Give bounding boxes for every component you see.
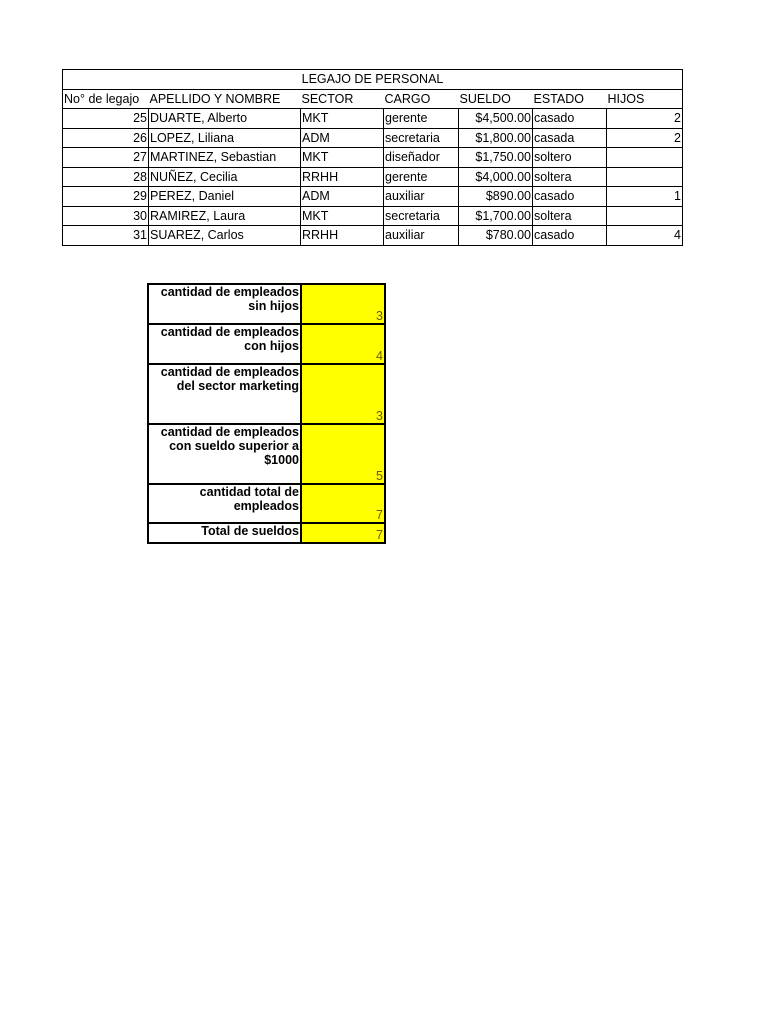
summary-row-con-hijos (148, 324, 385, 364)
summary-label-line: cantidad total de (199, 485, 299, 499)
summary-value-sin-hijos[interactable]: 3 (301, 284, 385, 324)
cell-nombre[interactable]: LOPEZ, Liliana (149, 128, 301, 148)
cell-sueldo[interactable]: $4,000.00 (459, 167, 533, 187)
summary-label-con-hijos[interactable] (148, 324, 301, 364)
cell-sector[interactable]: MKT (301, 109, 384, 129)
header-estado[interactable]: ESTADO (533, 89, 607, 109)
cell-cargo[interactable]: gerente (384, 167, 459, 187)
cell-nombre[interactable]: DUARTE, Alberto (149, 109, 301, 129)
cell-hijos[interactable] (607, 148, 683, 168)
cell-sueldo[interactable]: $4,500.00 (459, 109, 533, 129)
cell-nombre[interactable]: NUÑEZ, Cecilia (149, 167, 301, 187)
cell-sector[interactable]: MKT (301, 206, 384, 226)
cell-estado[interactable]: casado (533, 226, 607, 246)
cell-hijos[interactable]: 4 (607, 226, 683, 246)
summary-row-sin-hijos (148, 284, 385, 324)
cell-sueldo[interactable]: $780.00 (459, 226, 533, 246)
cell-sector[interactable]: ADM (301, 128, 384, 148)
cell-legajo[interactable]: 31 (63, 226, 149, 246)
summary-label-sueldo-superior[interactable] (148, 424, 301, 484)
cell-estado[interactable]: soltera (533, 206, 607, 226)
legajo-table (62, 69, 683, 246)
cell-hijos[interactable]: 1 (607, 187, 683, 207)
summary-value-marketing[interactable]: 3 (301, 364, 385, 424)
cell-hijos[interactable] (607, 167, 683, 187)
summary-label-line: cantidad de empleados (160, 285, 299, 299)
summary-label-line: empleados (233, 499, 299, 513)
cell-estado[interactable]: soltero (533, 148, 607, 168)
cell-cargo[interactable]: secretaria (384, 128, 459, 148)
table-row (63, 226, 683, 246)
cell-legajo[interactable]: 26 (63, 128, 149, 148)
cell-hijos[interactable] (607, 206, 683, 226)
cell-legajo[interactable]: 25 (63, 109, 149, 129)
table-row (63, 206, 683, 226)
header-nombre[interactable]: APELLIDO Y NOMBRE (149, 89, 301, 109)
cell-sector[interactable]: RRHH (301, 226, 384, 246)
summary-label-line: sin hijos (248, 299, 299, 313)
summary-label-line: Total de sueldos (201, 524, 299, 538)
cell-estado[interactable]: casado (533, 109, 607, 129)
summary-value-total-empleados[interactable]: 7 (301, 484, 385, 523)
summary-row-total-empleados (148, 484, 385, 523)
cell-sueldo[interactable]: $1,750.00 (459, 148, 533, 168)
cell-cargo[interactable]: gerente (384, 109, 459, 129)
cell-nombre[interactable]: MARTINEZ, Sebastian (149, 148, 301, 168)
cell-estado[interactable]: casada (533, 128, 607, 148)
cell-cargo[interactable]: auxiliar (384, 226, 459, 246)
summary-label-total-empleados[interactable] (148, 484, 301, 523)
header-cargo[interactable]: CARGO (384, 89, 459, 109)
cell-estado[interactable]: casado (533, 187, 607, 207)
cell-hijos[interactable]: 2 (607, 128, 683, 148)
summary-label-sin-hijos[interactable] (148, 284, 301, 324)
header-row (63, 89, 683, 109)
cell-hijos[interactable]: 2 (607, 109, 683, 129)
header-sector[interactable]: SECTOR (301, 89, 384, 109)
cell-nombre[interactable]: PEREZ, Daniel (149, 187, 301, 207)
cell-legajo[interactable]: 30 (63, 206, 149, 226)
cell-sueldo[interactable]: $1,800.00 (459, 128, 533, 148)
summary-label-marketing[interactable] (148, 364, 301, 424)
summary-label-line: cantidad de empleados (160, 365, 299, 379)
summary-row-marketing (148, 364, 385, 424)
summary-value-total-sueldos[interactable]: 7 (301, 523, 385, 543)
cell-cargo[interactable]: diseñador (384, 148, 459, 168)
table-row (63, 109, 683, 129)
header-sueldo[interactable]: SUELDO (459, 89, 533, 109)
summary-value-sueldo-superior[interactable]: 5 (301, 424, 385, 484)
summary-table (147, 283, 386, 544)
cell-nombre[interactable]: SUAREZ, Carlos (149, 226, 301, 246)
cell-sector[interactable]: MKT (301, 148, 384, 168)
cell-cargo[interactable]: auxiliar (384, 187, 459, 207)
table-row (63, 128, 683, 148)
summary-label-total-sueldos[interactable] (148, 523, 301, 543)
cell-sector[interactable]: RRHH (301, 167, 384, 187)
cell-legajo[interactable]: 27 (63, 148, 149, 168)
summary-label-line: con hijos (244, 339, 299, 353)
summary-label-line: $1000 (264, 453, 299, 467)
summary-value-con-hijos[interactable]: 4 (301, 324, 385, 364)
cell-cargo[interactable]: secretaria (384, 206, 459, 226)
cell-sueldo[interactable]: $890.00 (459, 187, 533, 207)
table-title[interactable]: LEGAJO DE PERSONAL (63, 70, 683, 90)
header-hijos[interactable]: HIJOS (607, 89, 683, 109)
cell-legajo[interactable]: 28 (63, 167, 149, 187)
header-legajo[interactable]: No° de legajo (63, 89, 149, 109)
summary-label-line: del sector marketing (176, 379, 299, 393)
table-row (63, 167, 683, 187)
summary-label-line: cantidad de empleados (160, 325, 299, 339)
cell-legajo[interactable]: 29 (63, 187, 149, 207)
summary-row-sueldo-superior (148, 424, 385, 484)
summary-row-total-sueldos (148, 523, 385, 543)
cell-sector[interactable]: ADM (301, 187, 384, 207)
cell-nombre[interactable]: RAMIREZ, Laura (149, 206, 301, 226)
cell-estado[interactable]: soltera (533, 167, 607, 187)
table-row (63, 187, 683, 207)
table-row (63, 148, 683, 168)
summary-label-line: con sueldo superior a (169, 439, 299, 453)
table-title-row (63, 70, 683, 90)
cell-sueldo[interactable]: $1,700.00 (459, 206, 533, 226)
summary-label-line: cantidad de empleados (160, 425, 299, 439)
